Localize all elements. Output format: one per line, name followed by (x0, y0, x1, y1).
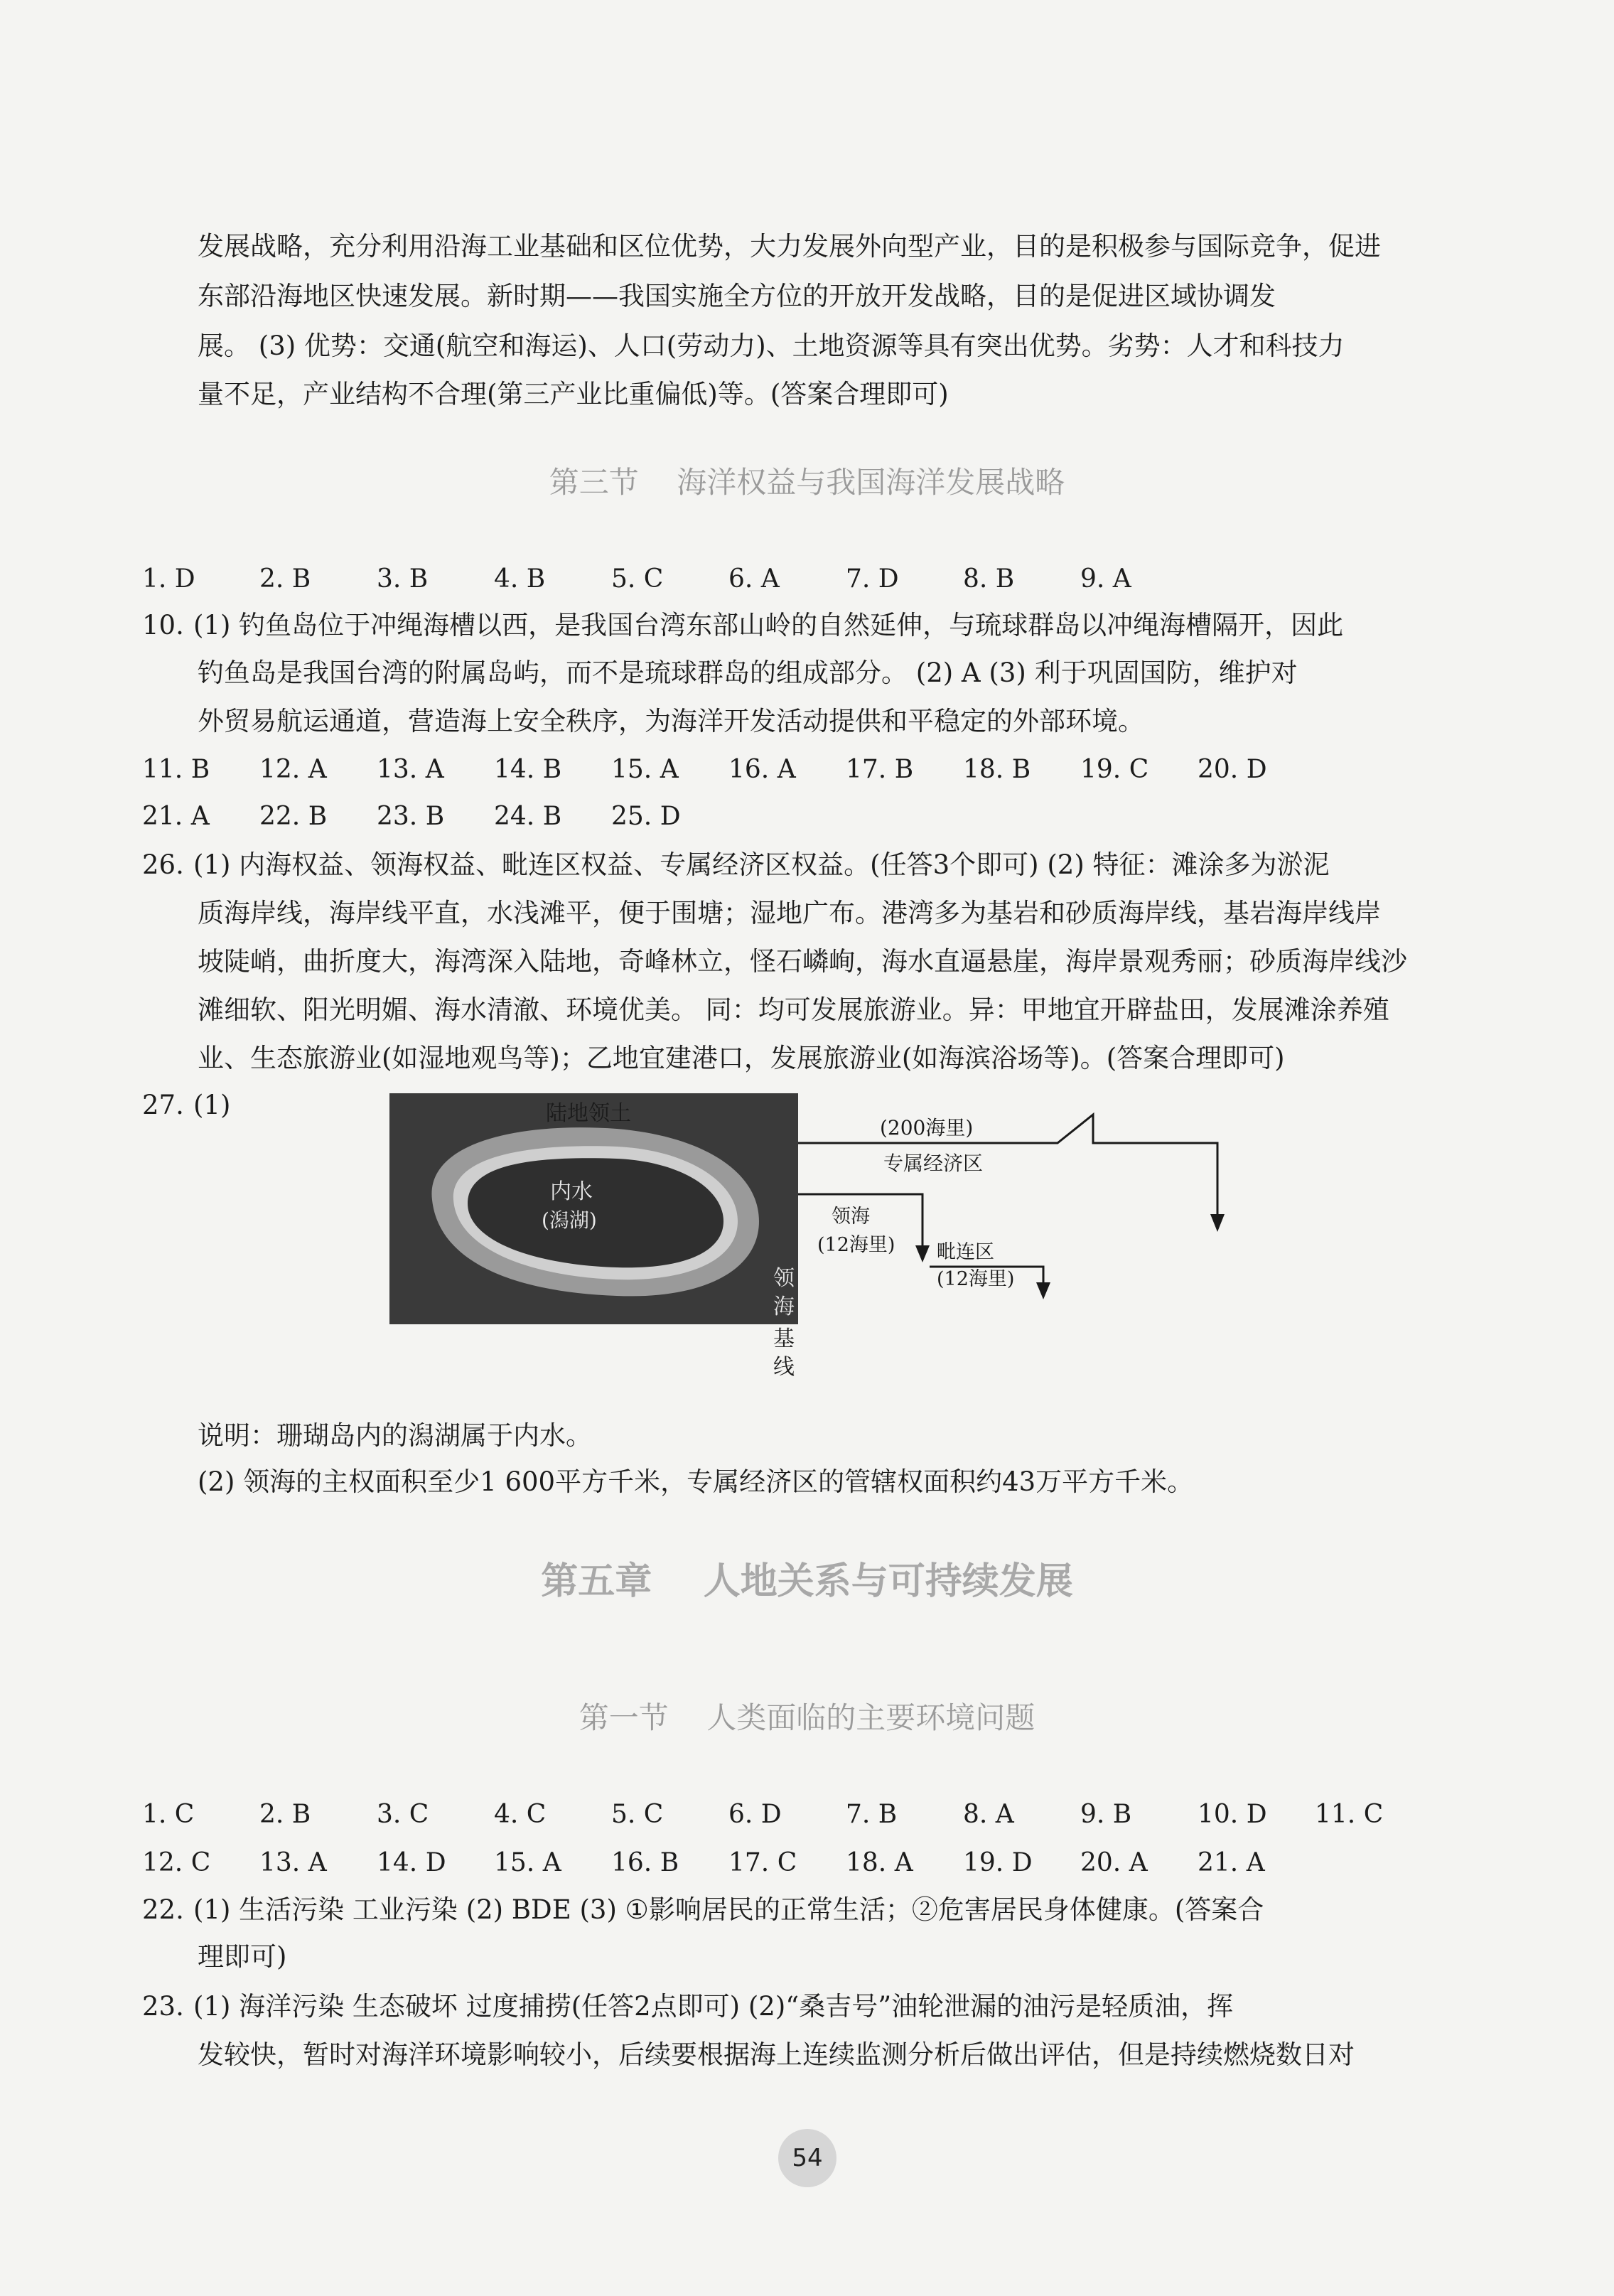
contiguous-zone-arrow (1036, 1282, 1050, 1299)
answer: 20. D (1198, 755, 1267, 784)
answer: 4. C (494, 1800, 547, 1829)
answer: 21. A (142, 802, 210, 831)
answer: 9. B (1080, 1800, 1132, 1829)
inner-water-label: 内水 (550, 1179, 593, 1204)
q23-line-2: 发较快，暂时对海洋环境影响较小，后续要根据海上连续监测分析后做出评估，但是持续燃烧数日对 (198, 2039, 1355, 2070)
answer: 10. D (1198, 1800, 1267, 1829)
eez-distance-label: (200海里) (880, 1116, 974, 1139)
intro-line-3: 展。 (3) 优势：交通(航空和海运)、人口(劳动力)、土地资源等具有突出优势。劣势：人才和科技力 (198, 331, 1345, 361)
answer: 7. D (846, 564, 899, 594)
q22-line-2: 理即可) (198, 1941, 287, 1972)
answer: 18. A (846, 1848, 913, 1877)
territorial-sea-label: 领海 (832, 1206, 870, 1228)
section-title: 第一节 人类面临的主要环境问题 (579, 1700, 1035, 1735)
q26-line-4: 滩细软、阳光明媚、海水清澈、环境优美。 同：均可发展旅游业。异：甲地宜开辟盐田，发展滩涂养殖 (198, 994, 1389, 1025)
answer-row (142, 1797, 1432, 1833)
answer-row (142, 752, 1315, 788)
territorial-sea-arrow (915, 1245, 930, 1262)
baseline-char: 基 (773, 1326, 795, 1351)
q23-line-1: (1) 海洋污染 生态破坏 过度捕捞(任答2点即可) (2)“桑吉号”油轮泄漏的油污是轻质油，挥 (193, 1991, 1234, 2022)
answer: 1. D (142, 564, 195, 594)
answer: 13. A (377, 755, 444, 784)
answer: 3. C (377, 1800, 429, 1829)
intro-line-4: 量不足，产业结构不合理(第三产业比重偏低)等。(答案合理即可) (198, 379, 949, 409)
answer-row (142, 562, 1198, 597)
baseline-char: 海 (773, 1294, 795, 1319)
answer: 14. D (377, 1848, 446, 1877)
territorial-sea-distance: (12海里) (817, 1234, 895, 1256)
answer: 7. B (846, 1800, 898, 1829)
q26-line-2: 质海岸线，海岸线平直，水浅滩平，便于围塘；湿地广布。港湾多为基岩和砂质海岸线，基岩海岸线岸 (198, 898, 1381, 928)
answer: 16. B (611, 1848, 679, 1877)
answer: 17. B (846, 755, 914, 784)
answer: 15. A (611, 755, 679, 784)
question-number: 27. (142, 1090, 184, 1120)
answer-row (142, 1845, 1315, 1881)
answer: 18. B (963, 755, 1031, 784)
answer: 2. B (259, 564, 311, 594)
contiguous-zone-label: 毗连区 (937, 1241, 994, 1263)
eez-label: 专属经济区 (883, 1152, 984, 1175)
question-number: 10. (142, 610, 184, 640)
q27-part: (1) (193, 1090, 231, 1120)
answer: 24. B (494, 802, 562, 831)
answer: 23. B (377, 802, 445, 831)
q10-line-1: (1) 钓鱼岛位于冲绳海槽以西，是我国台湾东部山岭的自然延伸，与琉球群岛以冲绳海槽隔开，因此 (193, 610, 1344, 640)
answer: 11. B (142, 755, 210, 784)
answer: 21. A (1198, 1848, 1265, 1877)
answer: 3. B (377, 564, 429, 594)
answer: 6. D (728, 1800, 782, 1829)
maritime-zones-diagram (389, 1093, 1235, 1406)
q10-line-2: 钓鱼岛是我国台湾的附属岛屿，而不是琉球群岛的组成部分。 (2) A (3) 利于巩固国防，维护对 (198, 658, 1298, 688)
section-title: 第三节 海洋权益与我国海洋发展战略 (549, 465, 1065, 500)
intro-line-2: 东部沿海地区快速发展。新时期——我国实施全方位的开放开发战略，目的是促进区域协调发 (198, 281, 1276, 311)
answer: 12. A (259, 755, 327, 784)
answer: 1. C (142, 1800, 195, 1829)
q10-line-3: 外贸易航运通道，营造海上安全秩序，为海洋开发活动提供和平稳定的外部环境。 (198, 706, 1144, 736)
land-label: 陆地领土 (546, 1101, 631, 1126)
answer: 16. A (728, 755, 796, 784)
answer: 9. A (1080, 564, 1131, 594)
page-number: 54 (778, 2129, 836, 2187)
question-number: 23. (142, 1991, 184, 2022)
answer: 8. A (963, 1800, 1014, 1829)
eez-arrow (1210, 1214, 1225, 1232)
q27-part-2: (2) 领海的主权面积至少1 600平方千米，专属经济区的管辖权面积约43万平方千米。 (198, 1466, 1194, 1497)
answer: 13. A (259, 1848, 327, 1877)
answer: 19. D (963, 1848, 1033, 1877)
answer: 25. D (611, 802, 681, 831)
answer: 20. A (1080, 1848, 1148, 1877)
intro-line-1: 发展战略，充分利用沿海工业基础和区位优势，大力发展外向型产业，目的是积极参与国际竞争，促进 (198, 231, 1381, 262)
answer: 17. C (728, 1848, 797, 1877)
answer-row (142, 799, 728, 835)
q26-line-5: 业、生态旅游业(如湿地观鸟等)；乙地宜建港口，发展旅游业(如海滨浴场等)。(答案合理即可) (198, 1043, 1285, 1073)
q26-line-3: 坡陡峭，曲折度大，海湾深入陆地，奇峰林立，怪石嶙峋，海水直逼悬崖，海岸景观秀丽；砂质海岸线沙 (198, 946, 1407, 977)
baseline-char: 线 (773, 1355, 795, 1380)
answer: 22. B (259, 802, 328, 831)
figure-note: 说明：珊瑚岛内的潟湖属于内水。 (198, 1420, 592, 1451)
answer: 8. B (963, 564, 1015, 594)
baseline-char: 领 (773, 1266, 795, 1291)
lagoon-label: (潟湖) (542, 1208, 597, 1232)
answer: 2. B (259, 1800, 311, 1829)
answer: 15. A (494, 1848, 561, 1877)
answer: 6. A (728, 564, 780, 594)
q26-line-1: (1) 内海权益、领海权益、毗连区权益、专属经济区权益。(任答3个即可) (2) 特征：滩涂多为淤泥 (193, 849, 1330, 880)
contiguous-zone-distance: (12海里) (937, 1268, 1015, 1290)
answer: 12. C (142, 1848, 211, 1877)
answer: 14. B (494, 755, 562, 784)
answer: 5. C (611, 1800, 664, 1829)
q22-line-1: (1) 生活污染 工业污染 (2) BDE (3) ①影响居民的正常生活；②危害居民身体健康。(答案合 (193, 1894, 1264, 1925)
chapter-title: 第五章 人地关系与可持续发展 (541, 1560, 1073, 1603)
answer: 5. C (611, 564, 664, 594)
answer: 19. C (1080, 755, 1149, 784)
question-number: 26. (142, 849, 184, 880)
answer: 4. B (494, 564, 546, 594)
answer: 11. C (1315, 1800, 1384, 1829)
question-number: 22. (142, 1894, 184, 1925)
